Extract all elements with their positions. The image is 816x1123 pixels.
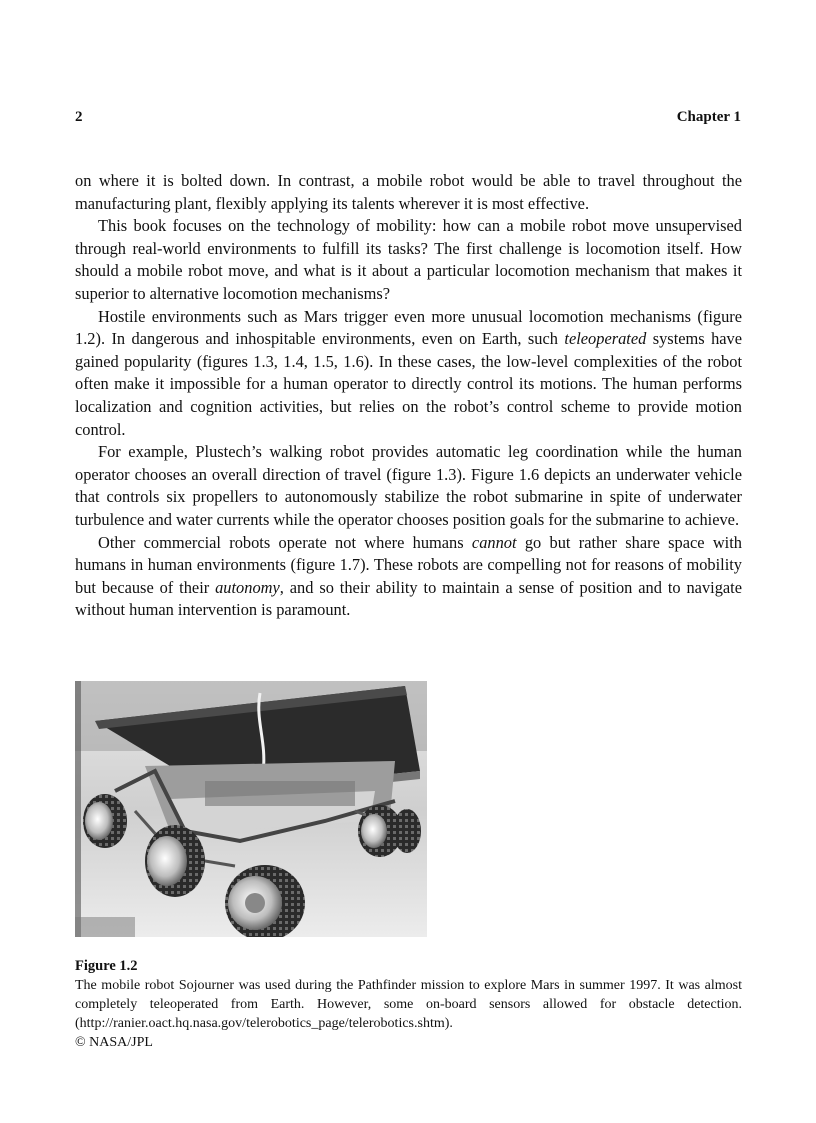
paragraph-5-emphasis-1: cannot bbox=[471, 532, 517, 552]
paragraph-5-text-a: Other commercial robots operate not where humans bbox=[98, 532, 472, 552]
paragraph-3 bbox=[75, 306, 742, 442]
figure-image-sojourner-robot bbox=[75, 681, 427, 937]
paragraph-2: This book focuses on the technology of mobility: how can a mobile robot move unsupervised through real-world environments to fulfill its tasks? The first challenge is locomotion itself. How should a mobile robot move, and what is it about a particular locomotion mechanism that makes it superior to alternative locomotion mechanisms? bbox=[75, 216, 742, 303]
paragraph-5-emphasis-2: autonomy bbox=[215, 577, 280, 597]
figure-caption bbox=[75, 957, 742, 1052]
paragraph-1: on where it is bolted down. In contrast, a mobile robot would be able to travel throughout the manufacturing plant, flexibly applying its talents wherever it is most effective. bbox=[75, 171, 742, 213]
body-text bbox=[75, 170, 742, 622]
figure-caption-text: The mobile robot Sojourner was used during the Pathfinder mission to explore Mars in summer 1997. It was almost completely teleoperated from Earth. However, some on-board sensors allowed for obstacle detection. (http://ranier.oact.hq.nasa.gov/telerobotics_page/telerobotics.shtm). bbox=[75, 978, 742, 1031]
paragraph-3-text-b: systems have gained popularity (figures 1.3, 1.4, 1.5, 1.6). In these cases, the low-level complexities of the robot often make it impossible for a human operator to directly control its motions. The human performs localization and cognition activities, but relies on the robot’s control scheme to provide motion control. bbox=[75, 329, 743, 439]
paragraph-4: For example, Plustech’s walking robot provides automatic leg coordination while the human operator chooses an overall direction of travel (figure 1.3). Figure 1.6 depicts an underwater vehicle that controls six propellers to autonomously stabilize the robot submarine in spite of underwater turbulence and water currents while the operator chooses position goals for the submarine to achieve. bbox=[75, 442, 742, 529]
page-number: 2 bbox=[75, 109, 83, 125]
page-header bbox=[75, 109, 741, 126]
figure-label: Figure 1.2 bbox=[75, 958, 138, 974]
paragraph-3-text-a: Hostile environments such as Mars trigger even more unusual locomotion mechanisms (figure 1.2). In dangerous and inhospitable environments, even on Earth, such bbox=[75, 306, 742, 349]
paragraph-5-text-b: go but rather share space with humans in human environments (figure 1.7). These robots are compelling not for reasons of mobility but because of their bbox=[75, 532, 742, 597]
figure-credit: © NASA/JPL bbox=[75, 1035, 153, 1050]
paragraph-3-emphasis: teleoperated bbox=[564, 329, 647, 349]
paragraph-5 bbox=[75, 532, 742, 622]
paragraph-5-text-c: , and so their ability to maintain a sense of position and to navigate without human intervention is paramount. bbox=[75, 577, 742, 620]
chapter-title: Chapter 1 bbox=[676, 109, 741, 125]
